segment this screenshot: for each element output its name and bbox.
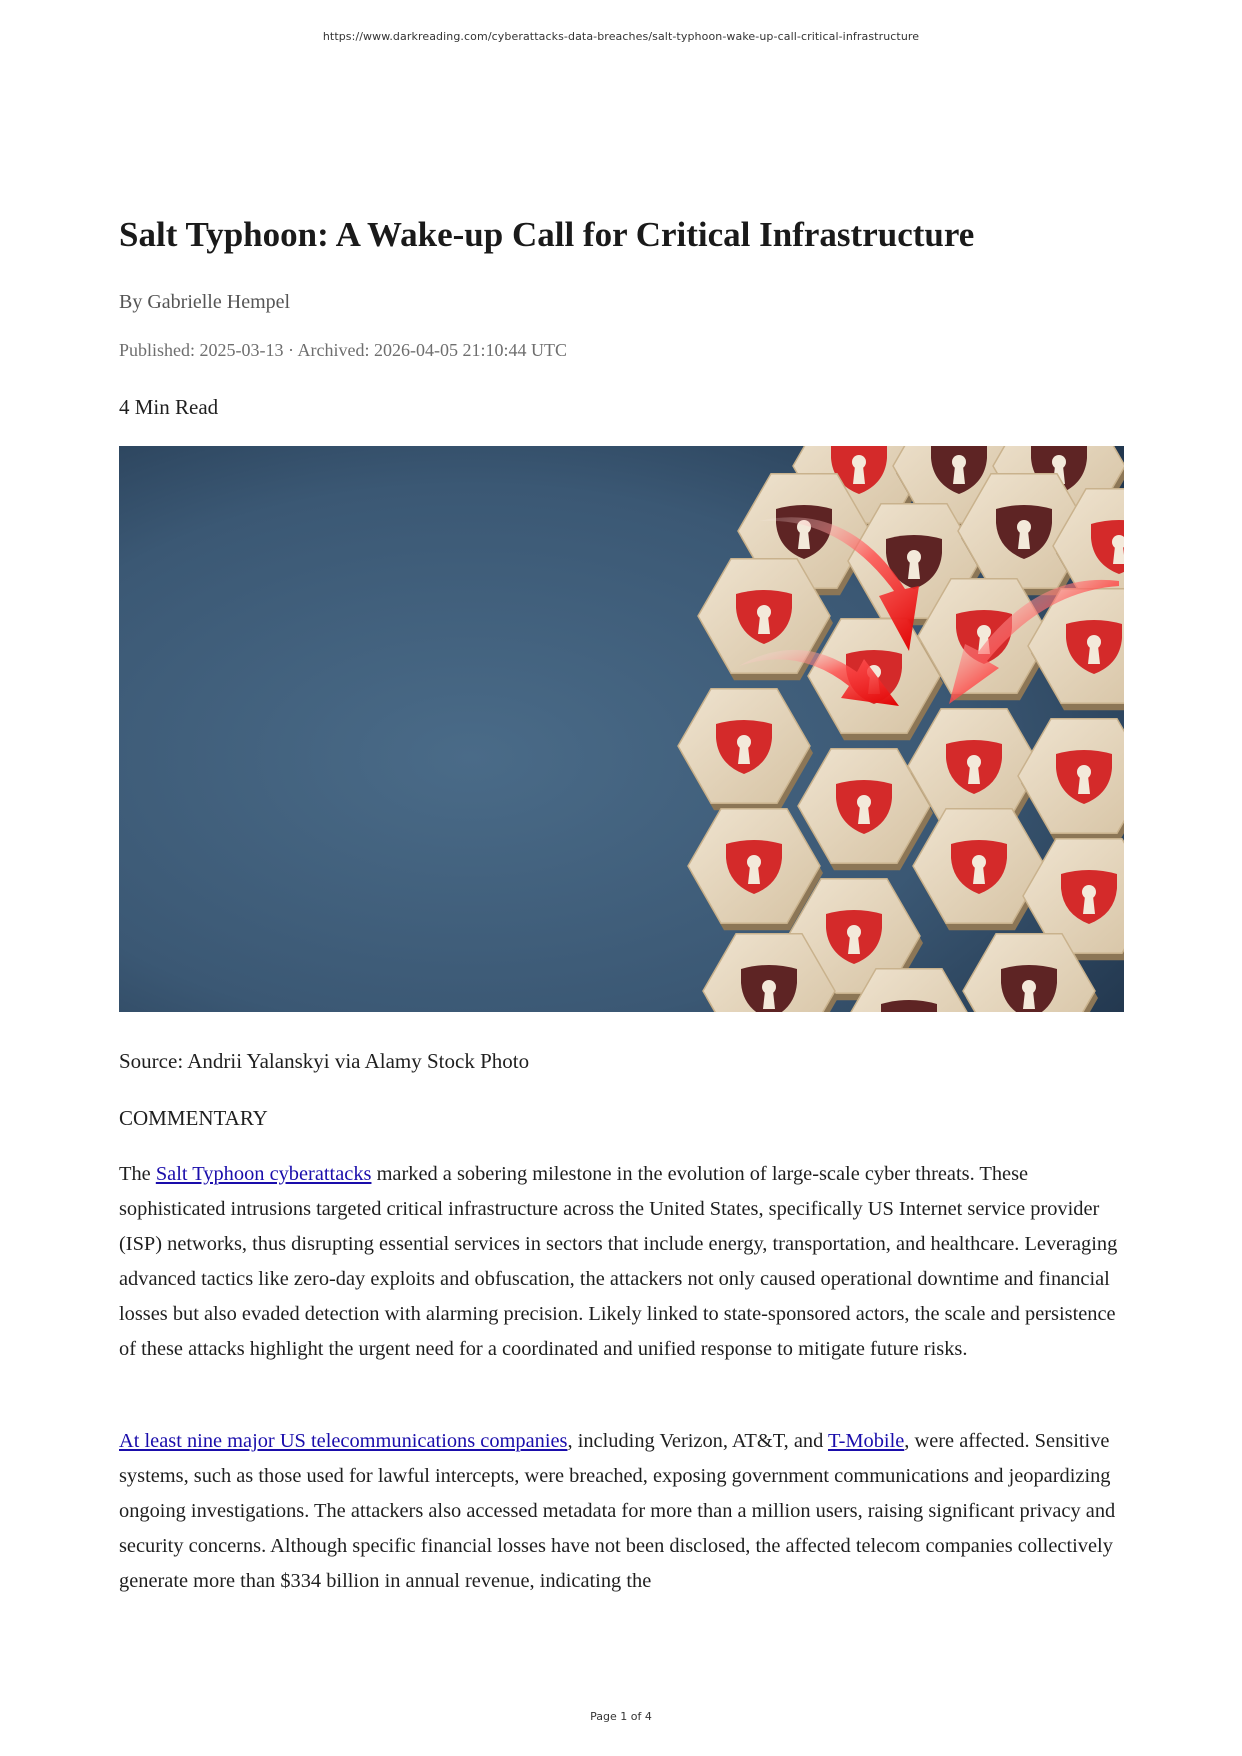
read-time: 4 Min Read [119, 395, 219, 419]
image-source-caption: Source: Andrii Yalanskyi via Alamy Stock Photo [119, 1049, 530, 1073]
text-segment: The [119, 1163, 156, 1185]
keyhole-icon [973, 866, 985, 884]
keyhole-icon [798, 531, 810, 549]
text-segment: , including Verizon, AT&T, and [567, 1430, 829, 1452]
t-mobile-link[interactable]: T-Mobile [828, 1430, 905, 1452]
keyhole-icon [953, 466, 965, 484]
print-url-header: https://www.darkreading.com/cyberattacks-data-breaches/salt-typhoon-wake-up-call-critical-infrastructure [322, 30, 920, 43]
keyhole-icon [858, 806, 870, 824]
keyhole-icon [908, 561, 920, 579]
keyhole-icon [1083, 896, 1095, 914]
keyhole-icon [1023, 991, 1035, 1009]
keyhole-icon [738, 746, 750, 764]
keyhole-icon [1088, 646, 1100, 664]
keyhole-icon [1078, 776, 1090, 794]
keyhole-icon [748, 866, 760, 884]
keyhole-icon [968, 766, 980, 784]
page-number: Page 1 of 4 [590, 1710, 652, 1723]
paragraph-2 [119, 1424, 1124, 1599]
article-dates: Published: 2025-03-13 · Archived: 2026-04-05 21:10:44 UTC [119, 340, 567, 360]
article-title: Salt Typhoon: A Wake-up Call for Critical Infrastructure [119, 215, 975, 254]
text-segment: marked a sobering milestone in the evolution of large-scale cyber threats. These sophisticated intrusions targeted critical infrastructure across the United States, specifically US Internet service provider (ISP) networks, thus disrupting essential services in sectors that include energy, transportation, and healthcare. Leveraging advanced tactics like zero-day exploits and obfuscation, the attackers not only caused operational downtime and financial losses but also evaded detection with alarming precision. Likely linked to state-sponsored actors, the scale and persistence of these attacks highlight the urgent need for a coordinated and unified response to mitigate future risks. [119, 1163, 1118, 1360]
text-segment: , were affected. Sensitive systems, such as those used for lawful intercepts, were breached, exposing government communications and jeopardizing ongoing investigations. The attackers also accessed metadata for more than a million users, raising significant privacy and security concerns. Although specific financial losses have not been disclosed, the affected telecom companies collectively generate more than $334 billion in annual revenue, indicating the [119, 1430, 1116, 1592]
hexagon-cluster [678, 446, 1124, 1012]
keyhole-icon [763, 991, 775, 1009]
telecom-companies-link[interactable]: At least nine major US telecommunications companies [119, 1430, 568, 1452]
paragraph-1 [119, 1157, 1124, 1367]
keyhole-icon [1018, 531, 1030, 549]
keyhole-icon [758, 616, 770, 634]
keyhole-icon [853, 466, 865, 484]
salt-typhoon-link[interactable]: Salt Typhoon cyberattacks [155, 1163, 372, 1185]
keyhole-icon [848, 936, 860, 954]
hero-image [119, 446, 1124, 1012]
article-byline: By Gabrielle Hempel [119, 291, 291, 313]
section-kicker: COMMENTARY [119, 1106, 268, 1130]
